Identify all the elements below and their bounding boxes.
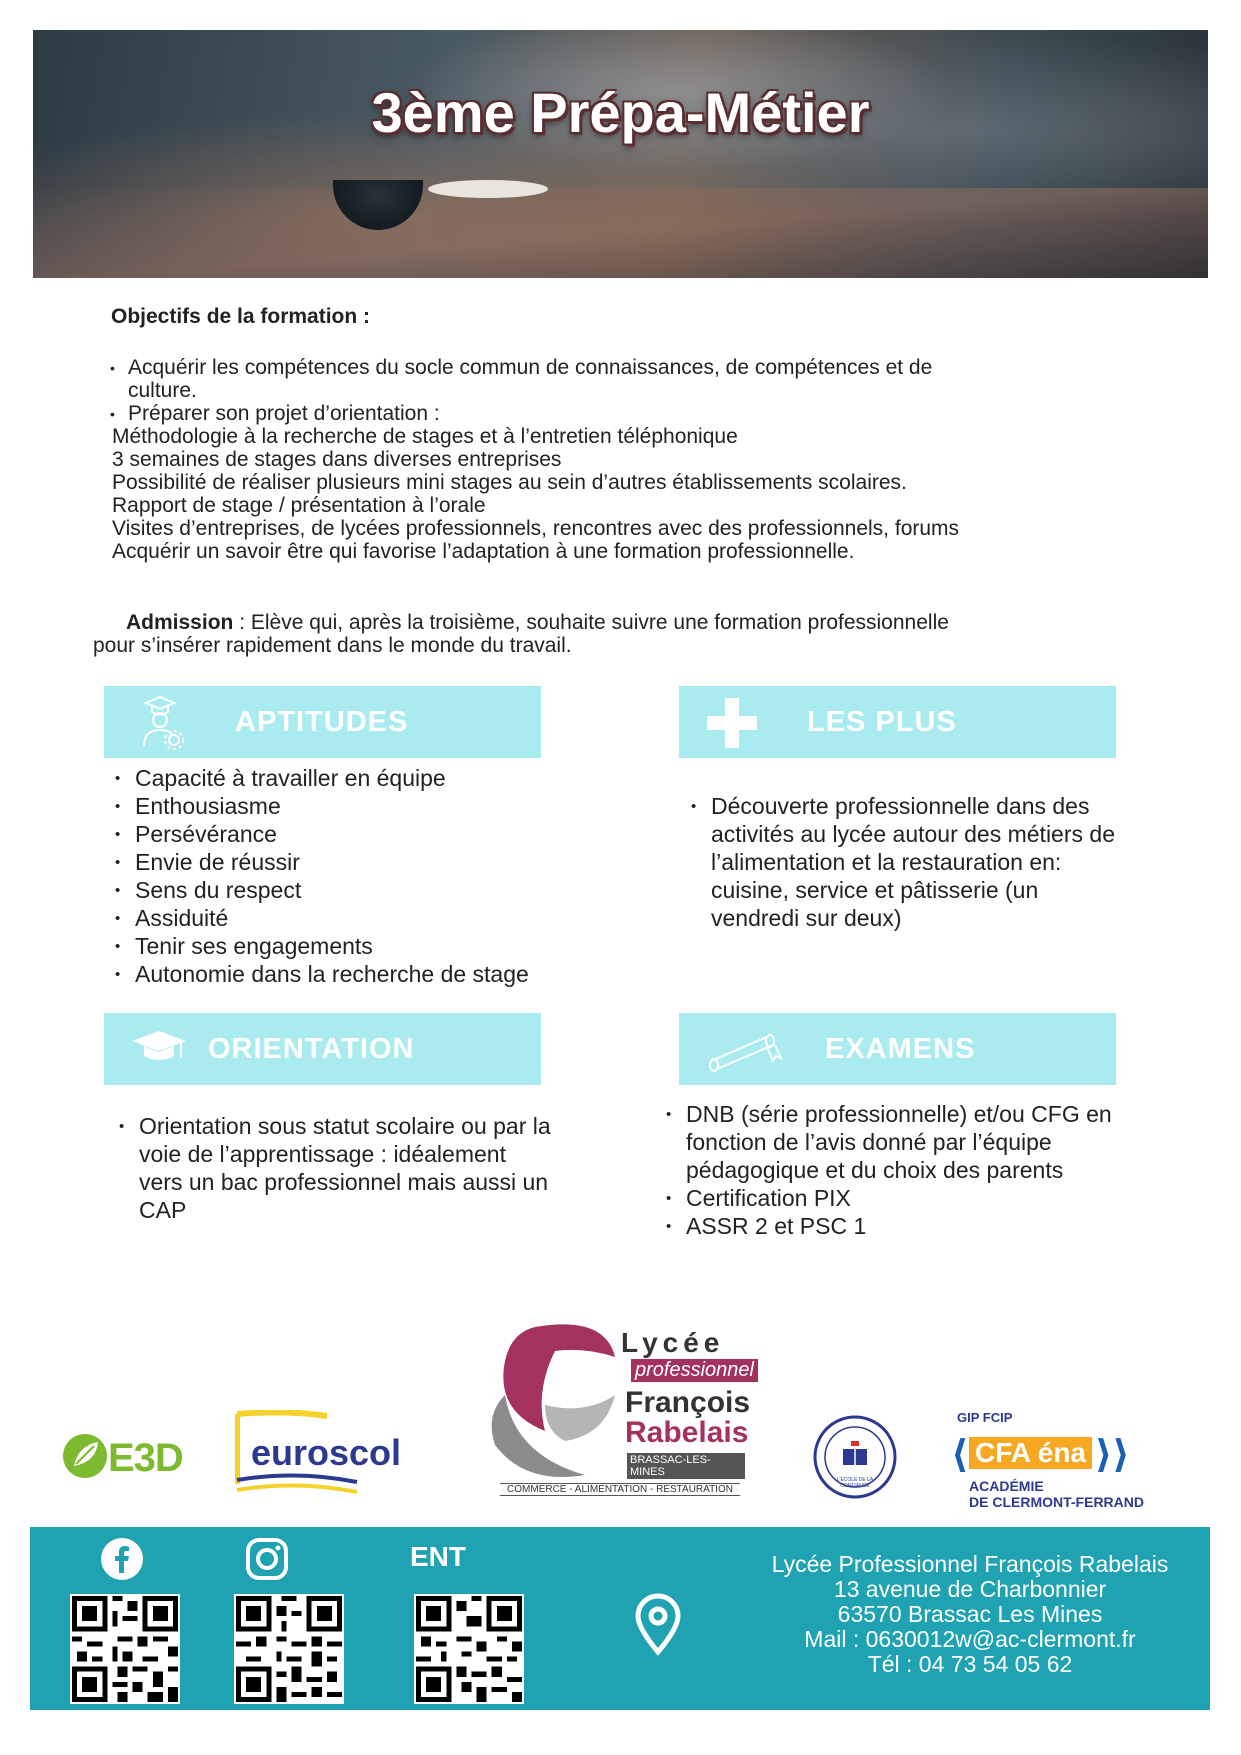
aptitudes-list — [109, 764, 629, 988]
seal-text: L'ÉCOLE DE LA CONFIANCE — [836, 1477, 874, 1489]
plus-icon — [703, 694, 761, 752]
lycee-name-line1: Lycée — [621, 1327, 725, 1358]
page-title: 3ème Prépa-Métier — [371, 81, 870, 144]
banner-plate — [428, 180, 548, 198]
objective-line: Méthodologie à la recherche de stages et à l’entretien téléphonique — [112, 425, 738, 448]
objective-item: • Préparer son projet d’orientation : — [110, 402, 1130, 425]
location-pin-icon — [633, 1592, 683, 1656]
qr-code-facebook[interactable] — [70, 1594, 180, 1704]
aptitude-item: • Sens du respect — [109, 876, 629, 904]
lycee-name-line3: François — [625, 1386, 751, 1419]
instagram-icon[interactable] — [245, 1537, 289, 1581]
facebook-icon[interactable] — [100, 1537, 144, 1581]
examen-item: • DNB (série professionnelle) et/ou CFG en fonction de l’avis donné par l’équipe pédagogique et du choix des parents — [660, 1100, 1150, 1184]
aptitude-item: • Capacité à travailler en équipe — [109, 764, 629, 792]
plus-title: LES PLUS — [807, 705, 957, 738]
address-school-name: Lycée Professionnel François Rabelais — [771, 1551, 1169, 1577]
graduation-cap-icon — [130, 1029, 188, 1069]
objective-item-continued: culture. — [128, 379, 197, 402]
footer — [30, 1527, 1210, 1710]
school-address — [735, 1552, 1205, 1677]
admission-paragraph — [93, 611, 1153, 657]
banner-counter-shading — [33, 188, 1208, 278]
address-city: 63570 Brassac Les Mines — [837, 1601, 1103, 1627]
lycee-name-line2: professionnel — [631, 1359, 758, 1382]
header-banner — [33, 30, 1208, 278]
examen-item: • ASSR 2 et PSC 1 — [660, 1212, 1150, 1240]
euroscol-logo — [235, 1410, 425, 1495]
lycee-tagline: COMMERCE - ALIMENTATION - RESTAURATION — [500, 1483, 740, 1496]
cfa-bracket-left-icon: ⟨ — [951, 1434, 969, 1476]
cfa-ena-logo — [947, 1410, 1147, 1510]
e3d-logo — [60, 1430, 195, 1482]
plus-list — [685, 792, 1125, 932]
admission-label: Admission — [126, 611, 234, 634]
student-gear-icon — [132, 694, 188, 750]
admission-text: : Elève qui, après la troisième, souhaite suivre une formation professionnelle — [233, 611, 949, 634]
address-email[interactable]: Mail : 0630012w@ac-clermont.fr — [804, 1626, 1136, 1652]
examens-list — [660, 1100, 1150, 1240]
academie-line2: DE CLERMONT-FERRAND — [969, 1494, 1144, 1510]
aptitude-item: • Tenir ses engagements — [109, 932, 629, 960]
diploma-scroll-icon — [705, 1027, 789, 1073]
aptitudes-header — [104, 686, 541, 758]
address-phone[interactable]: Tél : 04 73 54 05 62 — [867, 1651, 1073, 1677]
lycee-emblem-icon — [475, 1315, 625, 1495]
leaf-icon — [60, 1430, 110, 1482]
objective-line: Possibilité de réaliser plusieurs mini stages au sein d’autres établissements scolaires. — [112, 471, 907, 494]
euroscol-text: euroscol — [251, 1432, 402, 1473]
objective-line: Visites d’entreprises, de lycées professionnels, rencontres avec des professionnels, forums — [112, 517, 960, 540]
objective-item: • Acquérir les compétences du socle commun de connaissances, de compétences et de — [110, 356, 1130, 379]
qr-pattern-icon — [236, 1596, 342, 1702]
objective-line: 3 semaines de stages dans diverses entreprises — [112, 448, 562, 471]
plus-header — [679, 686, 1116, 758]
qr-pattern-icon — [416, 1596, 522, 1702]
plus-item: • Découverte professionnelle dans des activités au lycée autour des métiers de l’alimentation et la restauration en: cuisine, service et pâtisserie (un vendredi sur deux) — [685, 792, 1125, 932]
gip-fcip-label: GIP FCIP — [957, 1410, 1013, 1425]
orientation-list — [113, 1112, 553, 1224]
qr-pattern-icon — [72, 1596, 178, 1702]
examens-title: EXAMENS — [825, 1032, 976, 1065]
aptitude-item: • Autonomie dans la recherche de stage — [109, 960, 629, 988]
aptitude-item: • Enthousiasme — [109, 792, 629, 820]
objective-line: Acquérir un savoir être qui favorise l’adaptation à une formation professionnelle. — [112, 540, 855, 563]
examens-header — [679, 1013, 1116, 1085]
qr-code-instagram[interactable] — [234, 1594, 344, 1704]
academie-line1: ACADÉMIE — [969, 1478, 1044, 1494]
lycee-rabelais-logo — [475, 1315, 754, 1505]
aptitude-item: • Persévérance — [109, 820, 629, 848]
ecole-confiance-seal — [813, 1415, 897, 1499]
objectives-list — [110, 356, 1130, 563]
e3d-text: E3D — [108, 1436, 183, 1480]
ent-label: ENT — [410, 1541, 466, 1572]
lycee-name-line4: Rabelais — [625, 1416, 749, 1449]
examen-item: • Certification PIX — [660, 1184, 1150, 1212]
address-street: 13 avenue de Charbonnier — [833, 1576, 1107, 1602]
objective-line: Rapport de stage / présentation à l’orale — [112, 494, 486, 517]
cfa-bracket-right-icon: ⟩⟩ — [1095, 1434, 1130, 1476]
orientation-header — [104, 1013, 541, 1085]
lycee-town: BRASSAC-LES-MINES — [627, 1453, 745, 1479]
qr-code-ent[interactable] — [414, 1594, 524, 1704]
aptitude-item: • Assiduité — [109, 904, 629, 932]
orientation-title: ORIENTATION — [208, 1032, 415, 1065]
cfa-ena-label: CFA éna — [969, 1437, 1092, 1469]
objectives-heading: Objectifs de la formation : — [111, 305, 371, 328]
admission-text-continued: pour s’insérer rapidement dans le monde du travail. — [93, 634, 572, 657]
orientation-item: • Orientation sous statut scolaire ou par la voie de l’apprentissage : idéalement vers un bac professionnel mais aussi un CAP — [113, 1112, 553, 1224]
aptitude-item: • Envie de réussir — [109, 848, 629, 876]
aptitudes-title: APTITUDES — [235, 705, 409, 738]
